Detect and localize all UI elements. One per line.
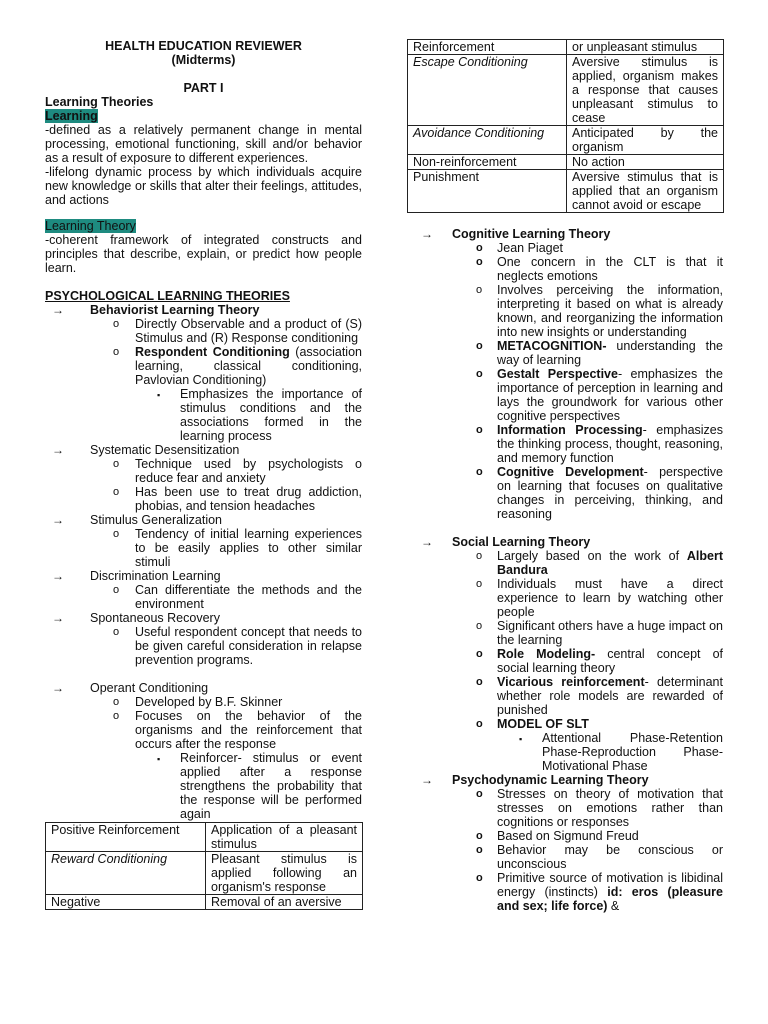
list-item [407,731,723,773]
psychodynamic-item: Stresses on theory of motivation that stresses on emotions rather than cognitions or responses [497,787,723,829]
psychodynamic-item-text: Primitive source of motivation is libidinal energy (instincts) [497,871,723,899]
behaviorist-item: Directly Observable and a product of (S) Stimulus and (R) Response conditioning [135,317,362,345]
psychodynamic-item: Based on Sigmund Freud [497,829,639,843]
table-term: Punishment [408,170,567,213]
albert-bandura: Albert Bandura [497,549,723,577]
circle-bullet-icon: o [113,458,120,470]
circle-bullet-icon: o [113,626,120,638]
cognitive-development-term: Cognitive Development [497,465,644,479]
learning-theory-term: Learning Theory [45,219,136,233]
table-description: Application of a pleasant stimulus [206,823,363,852]
arrow-bullet-icon: → [421,535,433,549]
list-item [45,625,362,667]
cognitive-development-text: - perspective on learning that focuses on qualitative changes in perceiving, thinking, and reasoning [497,465,723,521]
list-item [45,345,362,387]
table-row [408,55,724,126]
table-description: Removal of an aversive [206,895,363,910]
vicarious-text: - determinant whether role models are rewarded of punished [497,675,723,717]
operant-title: Operant Conditioning [90,681,209,695]
circle-bullet-icon: o [476,340,483,352]
circle-bullet-icon: o [476,718,483,730]
table-term: Reinforcement [408,40,567,55]
circle-bullet-icon: o [476,284,483,296]
list-item [407,367,723,423]
information-processing-term: Information Processing [497,423,643,437]
list-item [45,457,362,485]
gestalt-term: Gestalt Perspective [497,367,618,381]
circle-bullet-icon: o [113,346,120,358]
list-item [45,681,362,695]
list-item [407,535,723,549]
list-item [407,255,723,283]
table-row [408,126,724,155]
table-term: Avoidance Conditioning [408,126,567,155]
discrimination-title: Discrimination Learning [90,569,221,583]
model-of-slt-phases: Attentional Phase-Retention Phase-Reproduction Phase-Motivational Phase [542,731,723,773]
list-item [45,485,362,513]
table-term: Positive Reinforcement [46,823,206,852]
respondent-term: Respondent Conditioning [135,345,290,359]
operant-item: Developed by B.F. Skinner [135,695,283,709]
list-item [45,695,362,709]
learning-term: Learning [45,109,98,123]
metacognition-text: understanding the way of learning [497,339,723,367]
table-row [408,155,724,170]
generalization-item: Tendency of initial learning experiences to be easily applies to other similar stimuli [135,527,362,569]
gestalt-text: - emphasizes the importance of perception in learning and lays the groundwork for various other cognitive perspectives [497,367,723,423]
list-item [45,611,362,625]
circle-bullet-icon: o [113,584,120,596]
table-term: Negative [46,895,206,910]
square-bullet-icon: ▪ [519,734,523,744]
list-item [407,647,723,675]
list-item [45,527,362,569]
arrow-bullet-icon: → [52,303,64,317]
table-description: No action [567,155,724,170]
table-term: Reward Conditioning [46,852,206,895]
role-modeling-term: Role Modeling- [497,647,596,661]
list-item [45,709,362,751]
learning-definition-2: -lifelong dynamic process by which individuals acquire new knowledge or skills that alter their feelings, attitudes, and actions [45,165,362,207]
table-description: Aversive stimulus that is applied that an organism cannot avoid or escape [567,170,724,213]
list-item [407,619,723,647]
list-item [45,583,362,611]
circle-bullet-icon: o [476,550,483,562]
table-description: Aversive stimulus is applied, organism makes a response that causes unpleasant stimulus to cease [567,55,724,126]
list-item [45,443,362,457]
table-description: Anticipated by the organism [567,126,724,155]
model-of-slt: MODEL OF SLT [497,717,589,731]
left-column [45,0,362,910]
discrimination-item: Can differentiate the methods and the environment [135,583,362,611]
list-item [407,717,723,731]
reinforcement-table-left [45,822,363,910]
id-eros: id: eros (pleasure and sex; life force) [497,885,723,913]
circle-bullet-icon: o [476,676,483,688]
circle-bullet-icon: o [113,318,120,330]
arrow-bullet-icon: → [52,443,64,457]
circle-bullet-icon: o [476,648,483,660]
document-subtitle: (Midterms) [171,53,236,67]
list-item [407,465,723,521]
document-title: HEALTH EDUCATION REVIEWER [105,39,302,53]
list-item [407,423,723,465]
list-item [407,843,723,871]
circle-bullet-icon: o [476,368,483,380]
circle-bullet-icon: o [476,844,483,856]
list-item [407,577,723,619]
vicarious-term: Vicarious reinforcement [497,675,645,689]
information-processing-text: - emphasizes the thinking process, thought, reasoning, and memory function [497,423,723,465]
table-description: or unpleasant stimulus [567,40,724,55]
cognitive-title: Cognitive Learning Theory [452,227,611,241]
metacognition-term: METACOGNITION- [497,339,607,353]
list-item [407,339,723,367]
circle-bullet-icon: o [476,424,483,436]
arrow-bullet-icon: → [421,227,433,241]
circle-bullet-icon: o [476,242,483,254]
recovery-item: Useful respondent concept that needs to be given careful consideration in relapse prevention programs. [135,625,362,667]
list-item [45,317,362,345]
arrow-bullet-icon: → [421,773,433,787]
psychological-theories-heading: PSYCHOLOGICAL LEARNING THEORIES [45,289,290,303]
circle-bullet-icon: o [113,696,120,708]
table-row [408,40,724,55]
table-row [46,852,363,895]
circle-bullet-icon: o [476,256,483,268]
circle-bullet-icon: o [476,830,483,842]
square-bullet-icon: ▪ [157,390,161,400]
operant-subitem: Reinforcer- stimulus or event applied after a response strengthens the probability that the response will be performed again [180,751,362,821]
table-row [408,170,724,213]
list-item [45,751,362,821]
social-item: Significant others have a huge impact on the learning [497,619,723,647]
respondent-text: (association learning, classical conditioning, Pavlovian Conditioning) [135,345,362,387]
list-item [45,513,362,527]
list-item [45,569,362,583]
social-item: Individuals must have a direct experience to learn by watching other people [497,577,723,619]
psychodynamic-item-tail: & [607,899,620,913]
list-item [407,227,723,241]
psychodynamic-title: Psychodynamic Learning Theory [452,773,649,787]
circle-bullet-icon: o [113,486,120,498]
behaviorist-title: Behaviorist Learning Theory [90,303,260,317]
circle-bullet-icon: o [476,788,483,800]
list-item [407,283,723,339]
learning-definition-1: -defined as a relatively permanent change in mental processing, emotional functioning, skill and/or behavior as a result of exposure to different experiences. [45,123,362,165]
arrow-bullet-icon: → [52,569,64,583]
recovery-title: Spontaneous Recovery [90,611,220,625]
circle-bullet-icon: o [476,620,483,632]
arrow-bullet-icon: → [52,611,64,625]
circle-bullet-icon: o [476,466,483,478]
social-title: Social Learning Theory [452,535,591,549]
table-term: Escape Conditioning [408,55,567,126]
cognitive-item: One concern in the CLT is that it neglects emotions [497,255,723,283]
table-row [46,823,363,852]
square-bullet-icon: ▪ [157,754,161,764]
right-column [407,0,723,913]
circle-bullet-icon: o [113,528,120,540]
list-item [407,675,723,717]
circle-bullet-icon: o [113,710,120,722]
learning-theories-heading: Learning Theories [45,95,154,109]
list-item [45,303,362,317]
circle-bullet-icon: o [476,578,483,590]
arrow-bullet-icon: → [52,513,64,527]
list-item [407,787,723,829]
cognitive-item: Involves perceiving the information, interpreting it based on what is already known, and reorganizing the information into new insights or understanding [497,283,723,339]
respondent-subitem: Emphasizes the importance of stimulus conditions and the associations formed in the learning process [180,387,362,443]
list-item [407,871,723,913]
systematic-item: Has been use to treat drug addiction, phobias, and tension headaches [135,485,362,513]
generalization-title: Stimulus Generalization [90,513,223,527]
systematic-item: Technique used by psychologists o reduce fear and anxiety [135,457,362,485]
circle-bullet-icon: o [476,872,483,884]
social-item-text: Largely based on the work of [497,549,687,563]
role-modeling-text: central concept of social learning theory [497,647,723,675]
list-item [407,241,723,255]
list-item [407,829,723,843]
list-item [407,773,723,787]
list-item [407,549,723,577]
table-row [46,895,363,910]
cognitive-item: Jean Piaget [497,241,564,255]
operant-item: Focuses on the behavior of the organisms and the reinforcement that occurs after the response [135,709,362,751]
reinforcement-table-right [407,39,724,213]
list-item [45,387,362,443]
part-heading: PART I [183,81,224,95]
systematic-title: Systematic Desensitization [90,443,240,457]
arrow-bullet-icon: → [52,681,64,695]
learning-theory-definition: -coherent framework of integrated constructs and principles that describe, explain, or predict how people learn. [45,233,362,275]
table-description: Pleasant stimulus is applied following an organism's response [206,852,363,895]
table-term: Non-reinforcement [408,155,567,170]
psychodynamic-item: Behavior may be conscious or unconscious [497,843,723,871]
